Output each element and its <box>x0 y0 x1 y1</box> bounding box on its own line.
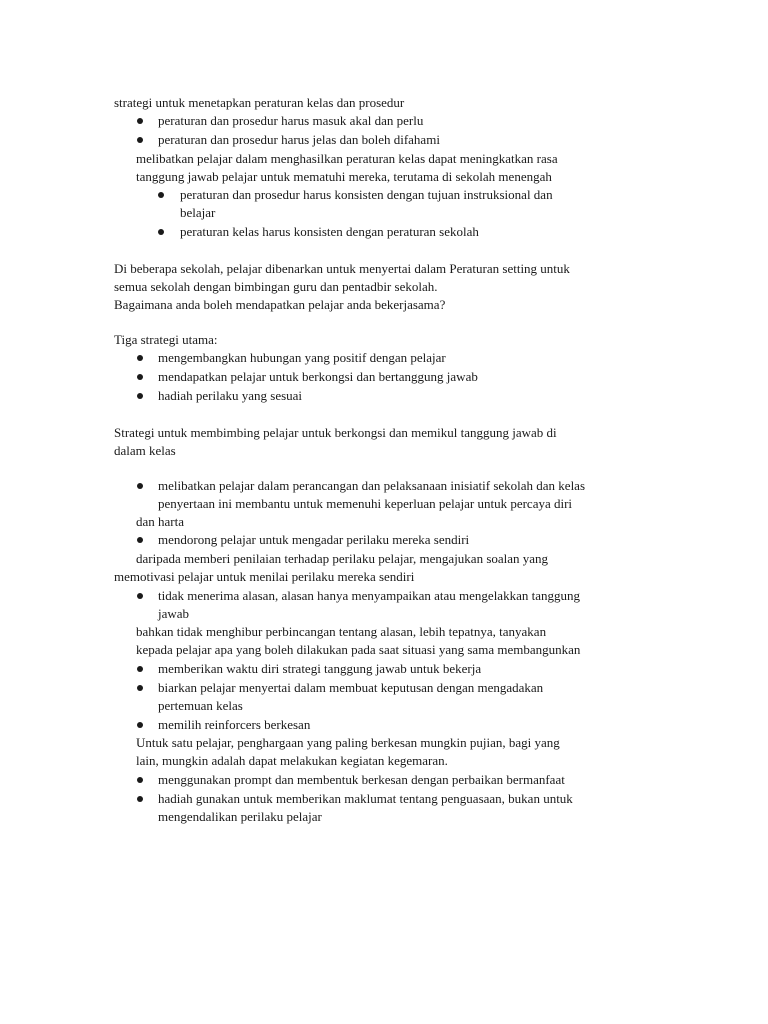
bullet-text: mendorong pelajar untuk mengadar perilaku mereka sendiri <box>158 532 470 547</box>
paragraph-line: kepada pelajar apa yang boleh dilakukan pada saat situasi yang sama membangunkan <box>136 642 581 657</box>
paragraph-line: melibatkan pelajar dalam menghasilkan peraturan kelas dapat meningkatkan rasa <box>136 151 558 166</box>
paragraph-line: dan harta <box>136 514 185 529</box>
section-heading: strategi untuk menetapkan peraturan kelas dan prosedur <box>114 95 405 110</box>
paragraph-line: lain, mungkin adalah dapat melakukan kegiatan kegemaran. <box>136 753 448 768</box>
bullet-icon <box>137 118 143 124</box>
bullet-icon <box>137 374 143 380</box>
bullet-icon <box>158 229 164 235</box>
bullet-text: pertemuan kelas <box>158 698 243 713</box>
bullet-text: peraturan dan prosedur harus konsisten dengan tujuan instruksional dan <box>180 187 553 202</box>
paragraph-line: tanggung jawab pelajar untuk mematuhi mereka, terutama di sekolah menengah <box>136 169 552 184</box>
paragraph-line: Di beberapa sekolah, pelajar dibenarkan untuk menyertai dalam Peraturan setting untuk <box>114 261 570 276</box>
paragraph-line: bahkan tidak menghibur perbincangan tentang alasan, lebih tepatnya, tanyakan <box>136 624 547 639</box>
bullet-icon <box>137 777 143 783</box>
section-heading: Strategi untuk membimbing pelajar untuk berkongsi dan memikul tanggung jawab di <box>114 425 557 440</box>
bullet-text: hadiah gunakan untuk memberikan maklumat tentang penguasaan, bukan untuk <box>158 791 573 806</box>
bullet-text: peraturan dan prosedur harus masuk akal dan perlu <box>158 113 424 128</box>
bullet-icon <box>137 137 143 143</box>
bullet-icon <box>137 537 143 543</box>
bullet-icon <box>137 483 143 489</box>
bullet-text: hadiah perilaku yang sesuai <box>158 388 303 403</box>
section-heading: Tiga strategi utama: <box>114 332 218 347</box>
bullet-text: tidak menerima alasan, alasan hanya menyampaikan atau mengelakkan tanggung <box>158 588 580 603</box>
bullet-icon <box>137 796 143 802</box>
bullet-icon <box>158 192 164 198</box>
paragraph-line: semua sekolah dengan bimbingan guru dan pentadbir sekolah. <box>114 279 438 294</box>
bullet-icon <box>137 685 143 691</box>
paragraph-line: penyertaan ini membantu untuk memenuhi keperluan pelajar untuk percaya diri <box>158 496 573 511</box>
bullet-text: melibatkan pelajar dalam perancangan dan pelaksanaan inisiatif sekolah dan kelas <box>158 478 586 493</box>
bullet-icon <box>137 393 143 399</box>
bullet-icon <box>137 355 143 361</box>
bullet-text: memberikan waktu diri strategi tanggung jawab untuk bekerja <box>158 661 482 676</box>
paragraph-line: Untuk satu pelajar, penghargaan yang paling berkesan mungkin pujian, bagi yang <box>136 735 560 750</box>
bullet-icon <box>137 722 143 728</box>
paragraph-line: daripada memberi penilaian terhadap perilaku pelajar, mengajukan soalan yang <box>136 551 549 566</box>
bullet-icon <box>137 593 143 599</box>
bullet-text: belajar <box>180 205 216 220</box>
bullet-text: biarkan pelajar menyertai dalam membuat keputusan dengan mengadakan <box>158 680 544 695</box>
bullet-text: peraturan dan prosedur harus jelas dan boleh difahami <box>158 132 440 147</box>
bullet-text: mendapatkan pelajar untuk berkongsi dan bertanggung jawab <box>158 369 478 384</box>
bullet-text: mengembangkan hubungan yang positif dengan pelajar <box>158 350 446 365</box>
bullet-text: peraturan kelas harus konsisten dengan peraturan sekolah <box>180 224 479 239</box>
paragraph-line: memotivasi pelajar untuk menilai perilaku mereka sendiri <box>114 569 415 584</box>
paragraph-line: Bagaimana anda boleh mendapatkan pelajar anda bekerjasama? <box>114 297 446 312</box>
bullet-icon <box>137 666 143 672</box>
section-heading: dalam kelas <box>114 443 176 458</box>
bullet-text: menggunakan prompt dan membentuk berkesan dengan perbaikan bermanfaat <box>158 772 565 787</box>
bullet-text: memilih reinforcers berkesan <box>158 717 311 732</box>
bullet-text: mengendalikan perilaku pelajar <box>158 809 322 824</box>
bullet-text: jawab <box>158 606 190 621</box>
